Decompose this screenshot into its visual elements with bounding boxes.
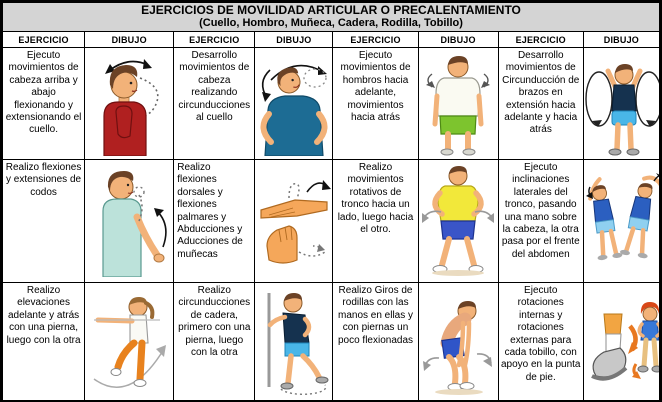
exercise-text: Desarrollo movimientos de cabeza realizando circunducciones al cuello: [174, 48, 255, 160]
drawing-cell: [255, 160, 333, 283]
exercise-text: Realizo elevaciones adelante y atrás con una pierna, luego con la otra: [3, 283, 85, 402]
exercise-text: Ejecuto rotaciones internas y rotaciones externas para cada tobillo, con apoyo en la punta de pie.: [498, 283, 583, 402]
exercise-text: Desarrollo movimientos de Circunducción de brazos en extensión hacia adelante y hacia atrás: [498, 48, 583, 160]
exercise-text: Ejecuto movimientos de hombros hacia adelante, movimientos hacia atrás: [333, 48, 418, 160]
column-header-dibujo-3: DIBUJO: [418, 32, 498, 48]
exercise-text: Realizo movimientos rotativos de tronco hacia un lado, luego hacia el otro.: [333, 160, 418, 283]
ankle-rotation-figure: [584, 288, 660, 398]
drawing-cell: [418, 283, 498, 402]
elbow-flexion-figure: [87, 165, 171, 277]
drawing-cell: [255, 283, 333, 402]
leg-swing-figure: [86, 287, 172, 399]
column-header-dibujo-1: DIBUJO: [85, 32, 174, 48]
drawing-cell: [255, 48, 333, 160]
column-header-ejercicio-4: EJERCICIO: [498, 32, 583, 48]
exercise-text: Realizo Giros de rodillas con las manos en ellas y con piernas un poco flexionadas: [333, 283, 418, 402]
knee-circles-figure: [421, 287, 495, 399]
title-band: [3, 3, 660, 32]
drawing-cell: [583, 283, 659, 402]
drawing-cell: [85, 283, 174, 402]
shoulder-rolls-figure: [423, 52, 493, 156]
drawing-cell: [583, 48, 659, 160]
exercise-text: Ejecuto movimientos de cabeza arriba y abajo flexionando y extensionando el cuello.: [3, 48, 85, 160]
column-header-ejercicio-1: EJERCICIO: [3, 32, 85, 48]
column-header-dibujo-4: DIBUJO: [583, 32, 659, 48]
exercise-table: [2, 2, 660, 402]
drawing-cell: [85, 48, 174, 160]
trunk-rotation-figure: [421, 163, 495, 279]
column-header-ejercicio-2: EJERCICIO: [174, 32, 255, 48]
page-subtitle: (Cuello, Hombro, Muñeca, Cadera, Rodilla, Tobillo): [199, 17, 463, 29]
head-flexion-extension-figure: [86, 52, 172, 156]
page-title: EJERCICIOS DE MOVILIDAD ARTICULAR O PRECALENTAMIENTO: [141, 3, 521, 17]
exercise-text: Realizo flexiones dorsales y flexiones palmares y Abducciones y Aducciones de muñecas: [174, 160, 255, 283]
drawing-cell: [418, 160, 498, 283]
hip-circumduction-figure: [255, 287, 333, 399]
trunk-lateral-flexion-figure: [584, 165, 660, 277]
column-header-dibujo-2: DIBUJO: [255, 32, 333, 48]
drawing-cell: [418, 48, 498, 160]
drawing-cell: [85, 160, 174, 283]
wrist-movements-figure: [255, 166, 333, 276]
exercise-text: Ejecuto inclinaciones laterales del tronco, pasando una mano sobre la cabeza, la otra pasa por el frente del abdomen: [498, 160, 583, 283]
neck-circumduction-figure: [255, 52, 333, 156]
arm-circumduction-figure: [584, 51, 660, 157]
column-header-ejercicio-3: EJERCICIO: [333, 32, 418, 48]
exercise-text: Realizo flexiones y extensiones de codos: [3, 160, 85, 283]
exercise-text: Realizo circunducciones de cadera, primero con una pierna, luego con la otra: [174, 283, 255, 402]
drawing-cell: [583, 160, 659, 283]
